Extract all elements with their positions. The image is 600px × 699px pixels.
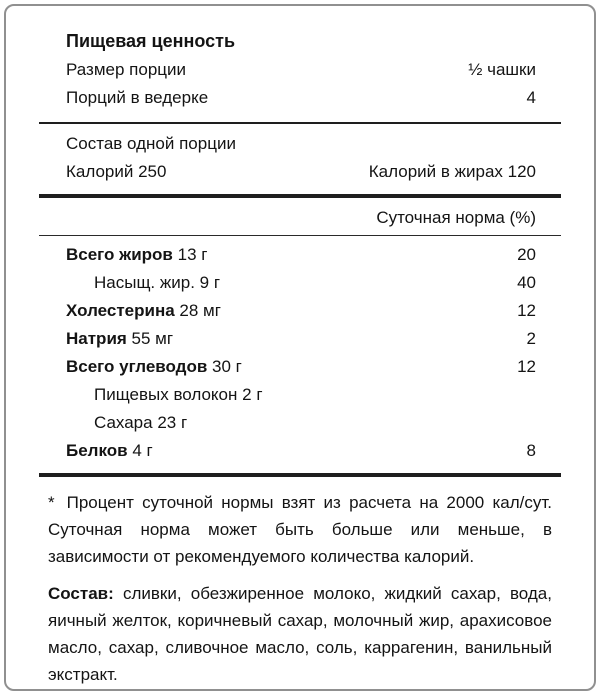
nutrient-amount: 23 г — [157, 413, 188, 432]
nutrient-row-total-carbs — [66, 353, 536, 381]
amount-per-serving-row — [66, 130, 536, 158]
daily-value-header-section — [6, 204, 594, 232]
serving-size-value: ½ чашки — [468, 60, 536, 79]
calories-value: Калорий 250 — [66, 162, 167, 181]
nutrient-row-cholesterol — [66, 297, 536, 325]
nutrient-name: Белков — [66, 441, 128, 460]
nutrient-row-protein — [66, 437, 536, 465]
label-title: Пищевая ценность — [66, 31, 236, 51]
nutrient-row-sugars — [66, 409, 536, 437]
nutrient-name: Сахара — [94, 413, 153, 432]
nutrient-amount: 4 г — [132, 441, 153, 460]
amount-per-serving-label: Состав одной порции — [66, 134, 236, 153]
nutrient-row-total-fat — [66, 241, 536, 269]
nutrient-row-dietary-fiber — [66, 381, 536, 409]
header-section — [6, 26, 594, 112]
divider-thick — [39, 473, 561, 477]
nutrient-name: Насыщ. жир. — [94, 273, 195, 292]
ingredients-text: сливки, обезжиренное молоко, жидкий сахар, вода, яичный желток, коричневый сахар, молочный жир, арахисовое масло, сахар, сливочное масло, соль, каррагенин, ванильный экстракт. — [48, 584, 552, 684]
nutrient-amount: 9 г — [199, 273, 221, 292]
nutrient-name-amount — [66, 325, 173, 353]
nutrient-amount: 28 мг — [179, 301, 221, 320]
nutrient-daily-value: 40 — [517, 273, 536, 292]
nutrient-daily-value: 2 — [526, 329, 536, 348]
nutrient-row-saturated-fat — [66, 269, 536, 297]
nutrient-name: Пищевых волокон — [94, 385, 238, 404]
nutrient-name: Натрия — [66, 329, 127, 348]
nutrient-name-amount — [66, 381, 263, 409]
nutrient-daily-value: 20 — [517, 245, 536, 264]
nutrient-name-amount — [66, 353, 242, 381]
ingredients-label: Состав: — [48, 584, 114, 603]
nutrient-name-amount — [66, 241, 207, 269]
nutrient-name-amount — [66, 409, 187, 437]
serving-size-label: Размер порции — [66, 60, 186, 79]
calories-from-fat-value: Калорий в жирах 120 — [368, 162, 536, 181]
divider-thin — [39, 235, 561, 236]
servings-per-container-label: Порций в ведерке — [66, 88, 209, 107]
nutrient-name: Всего жиров — [66, 245, 173, 264]
nutrient-amount: 2 г — [242, 385, 263, 404]
servings-per-container-row — [66, 84, 536, 112]
calories-section — [6, 130, 594, 186]
nutrient-name: Холестерина — [66, 301, 175, 320]
servings-per-container-value: 4 — [526, 88, 536, 107]
footnote-asterisk: * — [48, 493, 55, 512]
daily-value-header: Суточная норма (%) — [376, 208, 536, 227]
ingredients — [48, 580, 552, 688]
footnote — [48, 489, 552, 570]
nutrition-facts-label — [4, 4, 596, 691]
divider-medium — [39, 122, 561, 124]
nutrient-amount: 30 г — [212, 357, 242, 376]
serving-size-row — [66, 56, 536, 84]
nutrient-name-amount — [66, 437, 153, 465]
nutrient-daily-value: 12 — [517, 301, 536, 320]
daily-value-header-row — [66, 204, 536, 232]
nutrient-row-sodium — [66, 325, 536, 353]
nutrient-amount: 55 мг — [131, 329, 174, 348]
nutrient-daily-value: 12 — [517, 357, 536, 376]
calories-row — [66, 158, 536, 186]
nutrient-name-amount — [66, 297, 221, 325]
footnote-text: Процент суточной нормы взят из расчета на 2000 кал/сут. Суточная норма может быть больше или меньше, в зависимости от рекомендуемого количества калорий. — [48, 493, 552, 566]
nutrient-amount: 13 г — [177, 245, 208, 264]
nutrient-daily-value: 8 — [526, 441, 536, 460]
divider-thick — [39, 194, 561, 198]
nutrient-name: Всего углеводов — [66, 357, 208, 376]
nutrients-section — [6, 241, 594, 465]
nutrient-name-amount — [66, 269, 220, 297]
